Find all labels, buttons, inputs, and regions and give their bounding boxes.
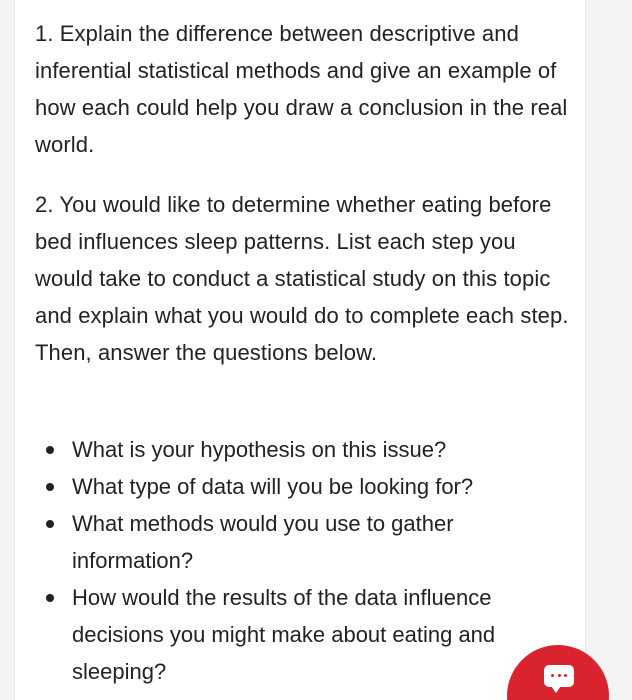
bullet-icon bbox=[46, 594, 54, 602]
chat-bubble-icon bbox=[544, 665, 574, 687]
bullet-icon bbox=[46, 446, 54, 454]
list-item bbox=[35, 505, 575, 579]
list-item bbox=[35, 431, 575, 468]
bullet-icon bbox=[46, 520, 54, 528]
list-item-text: What is your hypothesis on this issue? bbox=[72, 437, 447, 462]
list-item-text: What type of data will you be looking for? bbox=[72, 474, 474, 499]
bullet-icon bbox=[46, 483, 54, 491]
sub-question-list bbox=[35, 431, 575, 690]
question-2-text: 2. You would like to determine whether eating before bed influences sleep patterns. List each step you would take to conduct a statistical study on this topic and explain what you would do to complete each step. Then, answer the questions below. bbox=[35, 192, 569, 365]
question-card bbox=[14, 0, 586, 700]
list-item-text: How would the results of the data influence decisions you might make about eating and sleeping? bbox=[72, 585, 496, 684]
list-item bbox=[35, 579, 575, 690]
list-item bbox=[35, 468, 575, 505]
question-1-text: 1. Explain the difference between descriptive and inferential statistical methods and give an example of how each could help you draw a conclusion in the real world. bbox=[35, 21, 568, 157]
list-item-text: What methods would you use to gather information? bbox=[72, 511, 454, 573]
